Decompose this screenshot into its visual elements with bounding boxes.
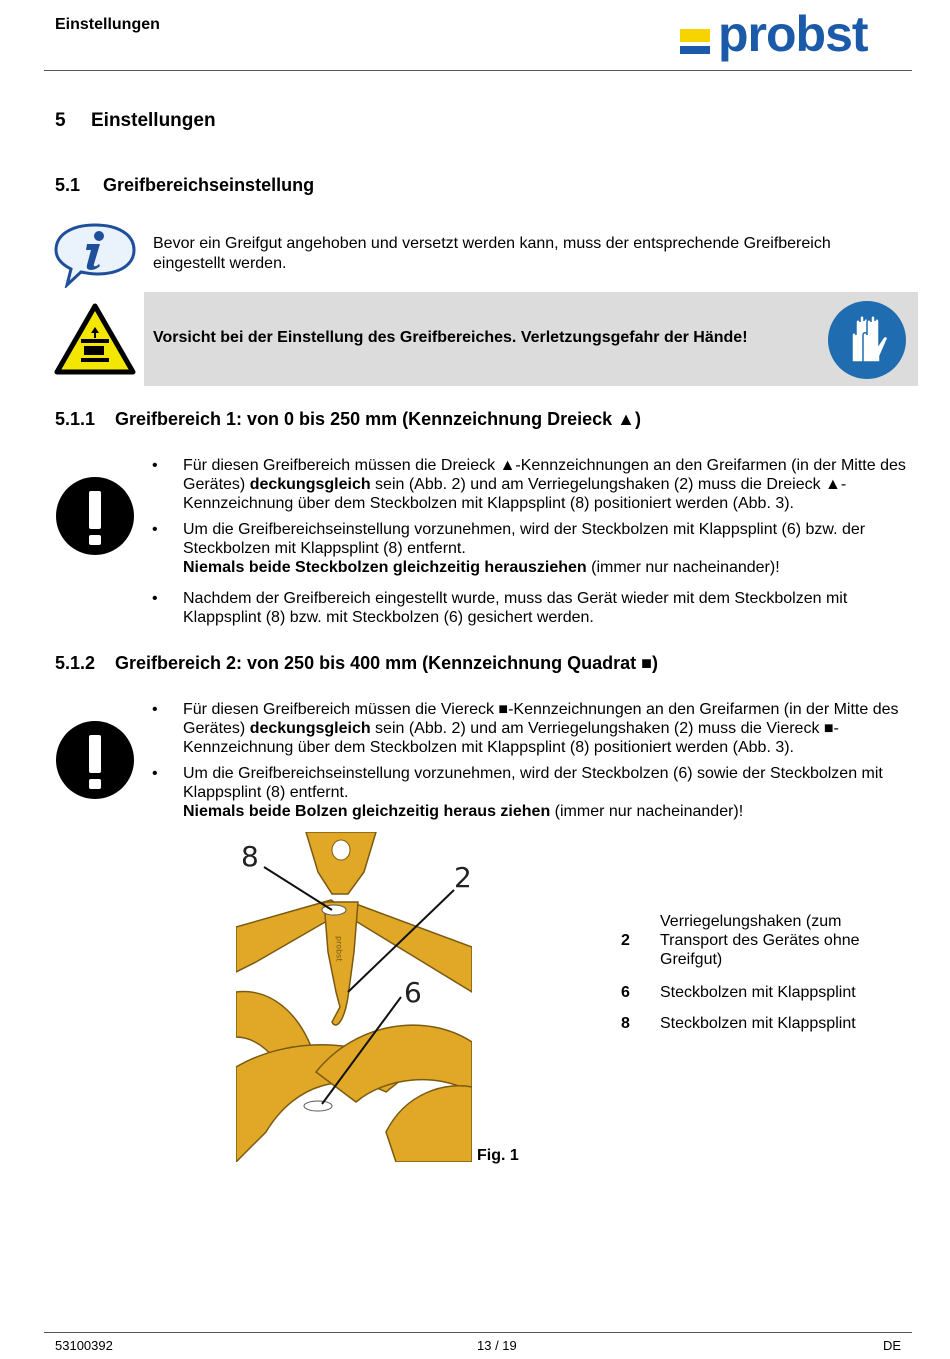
legend-item: 6 Steckbolzen mit Klappsplint: [621, 984, 856, 1001]
logo-text: probst: [718, 6, 868, 62]
figure-caption: Fig. 1: [477, 1147, 519, 1164]
legend-item: 2 Verriegelungshaken (zum Transport des Gerätes ohne Greifgut): [621, 913, 860, 968]
callout-6: 6: [404, 976, 422, 1009]
hook-letters: probst: [334, 936, 344, 962]
section-heading: 5 Einstellungen: [55, 110, 216, 131]
header-divider: [44, 70, 912, 71]
header-title: Einstellungen: [55, 16, 160, 33]
gloves-icon: [827, 300, 907, 380]
caution-box: [144, 292, 918, 386]
device-drawing: [236, 832, 472, 1162]
list-item: • Um die Greifbereichseinstellung vorzunehmen, wird der Steckbolzen (6) sowie der Steckbolzen mit Klappsplint (8) entfernt. Niemals beide Bolzen gleichzeitig heraus ziehen (immer nur nacheinander)!: [152, 765, 883, 820]
callout-8: 8: [241, 840, 259, 873]
caution-text: Vorsicht bei der Einstellung des Greifbereiches. Verletzungsgefahr der Hände!: [153, 329, 748, 346]
list-item: • Für diesen Greifbereich müssen die Viereck ■-Kennzeichnungen an den Greifarmen (in der Mitte des Gerätes) deckungsgleich sein (Abb. 2) und am Verriegelungshaken (2) muss die Viereck ■-Kennzeichnung über dem Steckbolzen mit Klappsplint (8) positioniert werden (Abb. 3).: [152, 701, 899, 756]
crush-hazard-icon: [54, 303, 136, 375]
list-item: • Für diesen Greifbereich müssen die Dreieck ▲-Kennzeichnungen an den Greifarmen (in der Mitte des Gerätes) deckungsgleich sein (Abb. 2) und am Verriegelungshaken (2) muss die Dreieck ▲-Kennzeichnung über dem Steckbolzen mit Klappsplint (8) positioniert werden (Abb. 3).: [152, 457, 906, 512]
list-item: • Um die Greifbereichseinstellung vorzunehmen, wird der Steckbolzen mit Klappsplint (6) bzw. der Steckbolzen mit Klappsplint (8) entfernt. Niemals beide Steckbolzen gleichzeitig herausziehen (immer nur nacheinander)!: [152, 521, 866, 576]
exclamation-icon: [55, 720, 135, 800]
page-number: 13 / 19: [477, 1338, 517, 1353]
figure-legend: [618, 912, 898, 1045]
doc-number: 53100392: [55, 1338, 113, 1353]
range1-heading: 5.1.1 Greifbereich 1: von 0 bis 250 mm (Kennzeichnung Dreieck ▲): [55, 409, 641, 429]
exclamation-icon: [55, 476, 135, 556]
info-paragraph: Bevor ein Greifgut angehoben und versetzt werden kann, muss der entsprechende Greifbereich eingestellt werden.: [153, 235, 831, 272]
probst-logo: [680, 6, 904, 68]
language-code: DE: [883, 1338, 902, 1353]
device-illustration: [236, 832, 472, 1162]
list-item: • Nachdem der Greifbereich eingestellt wurde, muss das Gerät wieder mit dem Steckbolzen mit Klappsplint (8) bzw. mit Steckbolzen (6) gesichert werden.: [152, 590, 848, 626]
range2-bullets: [150, 700, 910, 828]
range2-heading: 5.1.2 Greifbereich 2: von 250 bis 400 mm (Kennzeichnung Quadrat ■): [55, 653, 659, 673]
range1-bullets: [150, 456, 910, 634]
callout-2: 2: [454, 861, 472, 894]
subsection-heading: 5.1 Greifbereichseinstellung: [55, 175, 315, 195]
info-bubble-icon: [53, 222, 137, 288]
legend-item: 8 Steckbolzen mit Klappsplint: [621, 1015, 856, 1032]
footer-divider: [44, 1332, 912, 1333]
